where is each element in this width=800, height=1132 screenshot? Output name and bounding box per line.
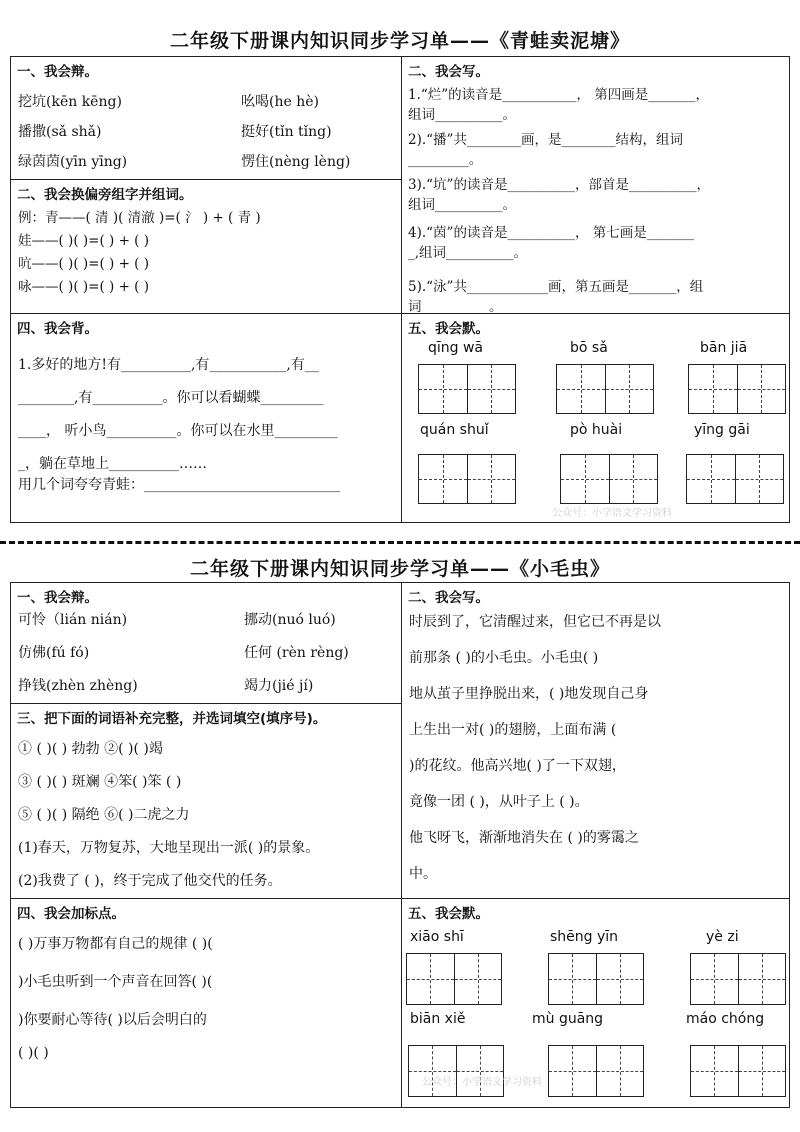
section-heading: 一、我会辩。	[17, 590, 98, 606]
pinyin-choice: 播撒(sǎ shǎ)	[18, 124, 102, 140]
writing-grid[interactable]	[548, 1045, 644, 1097]
punctuation-line: )你要耐心等待( )以后会明白的	[18, 1012, 207, 1028]
section-heading: 三、把下面的词语补充完整，并选词填空(填序号)。	[17, 711, 327, 727]
recite-line: ____， 听小鸟__________。你可以在水里_________	[18, 423, 338, 439]
pinyin-choice: 可怜（lián nián)	[18, 612, 128, 628]
punctuation-line: )小毛虫听到一个声音在回答( )(	[18, 974, 213, 990]
sheet2-section-complete-words	[10, 703, 402, 899]
writing-grid[interactable]	[688, 364, 786, 414]
writing-grid[interactable]	[690, 953, 786, 1005]
section-heading: 一、我会辩。	[17, 64, 98, 80]
passage-line: 地从茧子里挣脱出来，( )地发现自己身	[409, 686, 649, 702]
sheet1-section-write	[401, 56, 790, 314]
question-line: _,组词__________。	[408, 245, 528, 261]
pinyin-label: bān jiā	[700, 340, 748, 356]
pinyin-label: máo chóng	[686, 1011, 765, 1027]
section-heading: 二、我会换偏旁组字并组词。	[17, 187, 193, 203]
section-heading: 四、我会加标点。	[17, 906, 125, 922]
passage-line: 中。	[409, 866, 437, 882]
section-heading: 五、我会默。	[408, 321, 489, 337]
recite-line: 用几个词夸夸青蛙：____________________________	[18, 477, 340, 493]
recite-line: _，躺在草地上__________……	[18, 456, 207, 472]
question-line: 5).“泳”共____________画，第五画是_______，组	[408, 279, 704, 295]
question-line: 3).“坑”的读音是__________，部首是__________，	[408, 177, 710, 193]
passage-line: )的花纹。他高兴地( )了一下双翅，	[409, 758, 626, 774]
writing-grid[interactable]	[686, 454, 784, 504]
section-heading: 四、我会背。	[17, 321, 98, 337]
exercise-line: (2)我费了 ( )，终于完成了他交代的任务。	[18, 873, 282, 889]
sheet1-section-recite	[10, 313, 402, 523]
passage-line: 时辰到了，它清醒过来，但它已不再是以	[409, 614, 661, 630]
pinyin-choice: 任何 (rèn rèng)	[244, 645, 349, 661]
pinyin-choice: 竭力(jié jí)	[244, 678, 314, 694]
question-line: _________。	[408, 152, 483, 168]
sheet2-section-write	[401, 582, 790, 899]
pinyin-choice: 挪动(nuó luó)	[244, 612, 336, 628]
exercise-line: (1)春天，万物复苏，大地呈现出一派( )的景象。	[18, 840, 320, 856]
passage-line: 他飞呀飞，渐渐地消失在 ( )的雾霭之	[409, 830, 639, 846]
pinyin-choice: 愣住(nèng lèng)	[241, 154, 351, 170]
pinyin-choice: 挺好(tǐn tǐng)	[241, 124, 332, 140]
question-line: 组词__________。	[408, 197, 516, 213]
recite-line: 1.多好的地方!有__________,有___________,有__	[18, 357, 319, 373]
section-heading: 二、我会写。	[408, 64, 489, 80]
sheet1-section-radicals	[10, 179, 402, 314]
question-line: 组词__________。	[408, 107, 516, 123]
example-line: 例：青——( 清 )( 清澈 )=( 氵 ) + ( 青 )	[18, 210, 261, 226]
exercise-line: 吭——( )( )=( ) + ( )	[18, 256, 150, 272]
pinyin-choice: 挖坑(kēn kēng)	[18, 94, 122, 110]
exercise-line: ① ( )( ) 勃勃 ②( )( )竭	[18, 741, 163, 757]
pinyin-label: shēng yīn	[550, 929, 619, 945]
writing-grid[interactable]	[406, 953, 502, 1005]
watermark: 公众号：小学语文学习资料	[552, 508, 672, 519]
pinyin-label: yīng gāi	[694, 422, 750, 438]
writing-grid[interactable]	[408, 1045, 504, 1097]
punctuation-line: ( )万事万物都有自己的规律 ( )(	[18, 936, 213, 952]
recite-line: ________,有__________。你可以看蝴蝶_________	[18, 390, 324, 406]
question-line: 4).“茵”的读音是__________， 第七画是_______	[408, 225, 694, 241]
pinyin-choice: 挣钱(zhèn zhèng)	[18, 678, 138, 694]
pinyin-choice: 仿佛(fú fó)	[18, 645, 90, 661]
watermark: 公众号：小学语文学习资料	[422, 1077, 542, 1088]
sheet1-title: 二年级下册课内知识同步学习单——《青蛙卖泥塘》	[169, 30, 630, 52]
writing-grid[interactable]	[560, 454, 658, 504]
pinyin-label: xiāo shī	[410, 929, 464, 945]
question-line: 2).“播”共________画，是________结构，组词	[408, 132, 683, 148]
sheet1-section-dictation	[401, 313, 790, 523]
writing-grid[interactable]	[690, 1045, 786, 1097]
pinyin-choice: 绿茵茵(yīn yīng)	[18, 154, 128, 170]
passage-line: 上生出一对( )的翅膀，上面布满 (	[409, 722, 617, 738]
question-line: 词__________。	[408, 299, 503, 314]
pinyin-choice: 吆喝(he hè)	[241, 94, 319, 110]
sheet2-section-punctuation	[10, 898, 402, 1108]
cut-line-divider	[0, 541, 800, 544]
punctuation-line: ( )( )	[18, 1045, 49, 1061]
writing-grid[interactable]	[418, 454, 516, 504]
pinyin-label: qīng wā	[428, 340, 484, 356]
exercise-line: ⑤ ( )( ) 隔绝 ⑥( )二虎之力	[18, 807, 190, 823]
exercise-line: 娃——( )( )=( ) + ( )	[18, 233, 150, 249]
pinyin-label: biān xiě	[410, 1011, 466, 1027]
passage-line: 竟像一团 ( )，从叶子上 ( )。	[409, 794, 589, 810]
sheet2-title: 二年级下册课内知识同步学习单——《小毛虫》	[189, 558, 610, 580]
passage-line: 前那条 ( )的小毛虫。小毛虫( )	[409, 650, 599, 666]
exercise-line: ③ ( )( ) 斑斓 ④笨( )笨 ( )	[18, 774, 182, 790]
pinyin-label: pò huài	[570, 422, 623, 438]
sheet1-section-distinguish	[10, 56, 402, 180]
writing-grid[interactable]	[548, 953, 644, 1005]
pinyin-label: quán shuǐ	[420, 422, 489, 438]
writing-grid[interactable]	[418, 364, 516, 414]
sheet2-section-distinguish	[10, 582, 402, 704]
pinyin-label: mù guāng	[532, 1011, 604, 1027]
question-line: 1.“烂”的读音是___________， 第四画是_______，	[408, 87, 709, 103]
exercise-line: 咏——( )( )=( ) + ( )	[18, 279, 150, 295]
sheet2-section-dictation	[401, 898, 790, 1108]
section-heading: 二、我会写。	[408, 590, 489, 606]
pinyin-label: yè zi	[706, 929, 739, 945]
writing-grid[interactable]	[556, 364, 654, 414]
pinyin-label: bō sǎ	[570, 340, 608, 356]
section-heading: 五、我会默。	[408, 906, 489, 922]
